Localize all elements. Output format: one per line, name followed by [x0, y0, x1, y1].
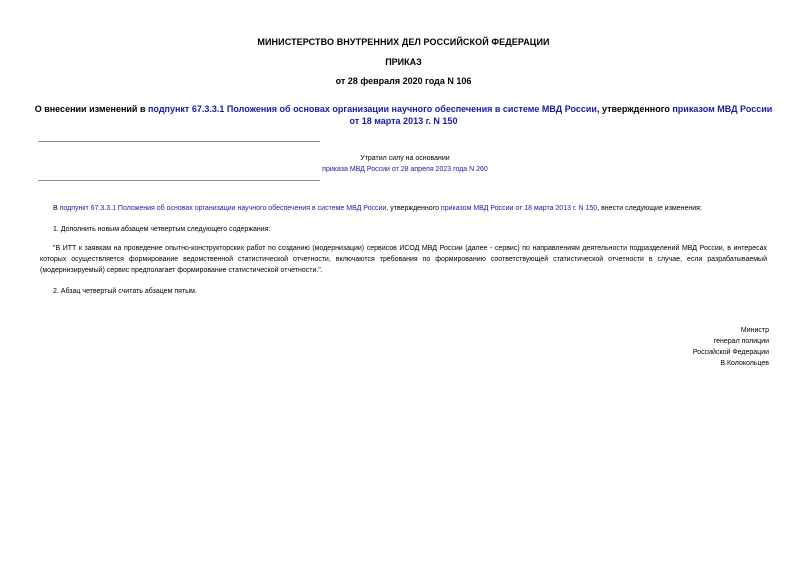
status-text: Утратил силу на основании — [360, 155, 450, 162]
title-link-subclause[interactable]: подпункт 67.3.3.1 Положения об основах организации научного обеспечения в системе МВД России — [148, 104, 597, 114]
intro-suffix: , внести следующие изменения: — [597, 205, 702, 212]
signature-rank: генерал полиции — [713, 338, 769, 345]
status-notice — [300, 153, 510, 175]
status-top-divider — [38, 141, 320, 142]
intro-link-subclause[interactable]: подпункт 67.3.3.1 Положения об основах организации научного обеспечения в системе МВД России — [59, 205, 387, 212]
intro-prefix: В — [53, 205, 60, 212]
signature-block — [569, 325, 769, 369]
title-link-order[interactable]: приказом МВД России от 18 марта 2013 г. N 150 — [349, 104, 773, 126]
status-bottom-divider — [38, 180, 320, 181]
document-title — [30, 103, 777, 127]
signature-country: Российской Федерации — [692, 349, 769, 356]
intro-link-order[interactable]: приказом МВД России от 18 марта 2013 г. N 150 — [440, 205, 598, 212]
item-1-paragraph: 1. Дополнить новым абзацем четвертым следующего содержания: — [53, 226, 271, 233]
title-prefix: О внесении изменений в — [34, 104, 148, 114]
intro-middle: , утвержденного — [386, 205, 441, 212]
ministry-heading: МИНИСТЕРСТВО ВНУТРЕННИХ ДЕЛ РОССИЙСКОЙ ФЕДЕРАЦИИ — [257, 37, 550, 47]
title-middle: , утвержденного — [596, 104, 673, 114]
signature-name: В.Колокольцев — [720, 360, 769, 367]
signature-position: Министр — [740, 327, 769, 334]
item-2-paragraph: 2. Абзац четвертый считать абзацем пятым. — [53, 288, 197, 295]
order-date: от 28 февраля 2020 года N 106 — [335, 76, 472, 86]
status-link-repeal-order[interactable]: приказа МВД России от 28 апреля 2023 года N 260 — [322, 166, 488, 173]
intro-paragraph — [53, 203, 753, 214]
order-label: ПРИКАЗ — [385, 57, 422, 67]
quoted-paragraph: "В ИТТ к заявкам на проведение опытно-конструкторских работ по созданию (модернизации) сервисов ИСОД МВД России (далее - сервис) по направлениям деятельности подразделений МВД России, в интересах которых осуществляется формирование ведомственной статистической отчетности, включаются требования по формированию соответствующей статистической отчетности в случае, если разрабатываемый (модернизируемый) сервис предполагает формирование статистической отчетности.". — [40, 245, 767, 274]
